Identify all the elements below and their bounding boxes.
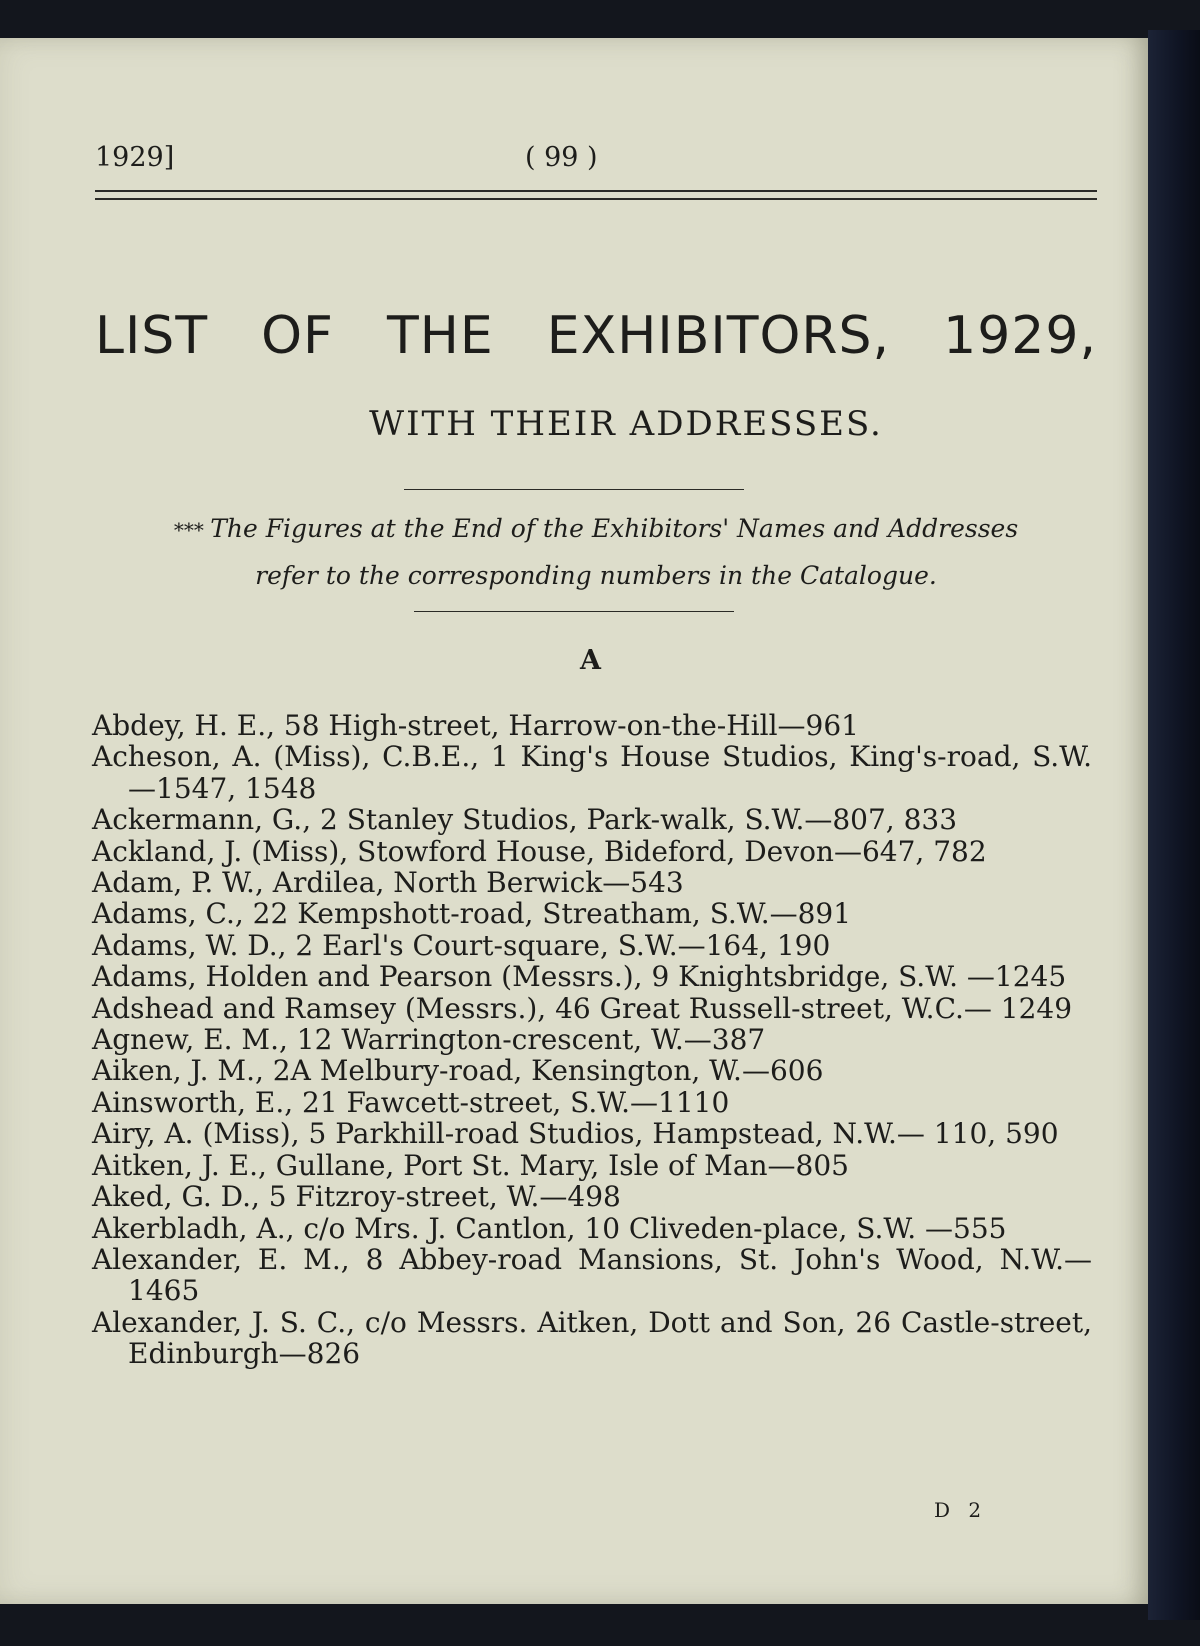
exhibitor-entry: Acheson, A. (Miss), C.B.E., 1 King's House Studios, King's-road, S.W.—1547, 1548 xyxy=(92,740,1092,805)
section-letter: A xyxy=(580,645,601,676)
exhibitor-entry: Ackland, J. (Miss), Stowford House, Bideford, Devon—647, 782 xyxy=(92,834,987,868)
exhibitor-entry: Adams, W. D., 2 Earl's Court-square, S.W.—164, 190 xyxy=(92,928,831,962)
note-text-1: The Figures at the End of the Exhibitors' Names and Addresses xyxy=(210,514,1019,543)
exhibitor-entry: Aked, G. D., 5 Fitzroy-street, W.—498 xyxy=(92,1180,621,1214)
page-number: ( 99 ) xyxy=(525,142,598,173)
exhibitor-entry: Ackermann, G., 2 Stanley Studios, Park-walk, S.W.—807, 833 xyxy=(92,803,958,837)
header-double-rule xyxy=(95,190,1097,200)
signature-mark: D 2 xyxy=(934,1498,988,1522)
exhibitor-entry: Agnew, E. M., 12 Warrington-crescent, W.—387 xyxy=(92,1023,766,1057)
exhibitor-entry: Akerbladh, A., c/o Mrs. J. Cantlon, 10 Cliveden-place, S.W. —555 xyxy=(92,1211,1007,1245)
asterism-icon: *** xyxy=(173,518,211,542)
divider-rule-top xyxy=(404,489,744,490)
note-line-1 xyxy=(95,506,1097,553)
exhibitor-entry: Alexander, E. M., 8 Abbey-road Mansions, St. John's Wood, N.W.—1465 xyxy=(92,1242,1092,1308)
exhibitor-entry: Adams, Holden and Pearson (Messrs.), 9 Knightsbridge, S.W. —1245 xyxy=(92,960,1067,994)
page-subtitle: WITH THEIR ADDRESSES. xyxy=(369,404,883,444)
exhibitor-entry: Airy, A. (Miss), 5 Parkhill-road Studios, Hampstead, N.W.— 110, 590 xyxy=(92,1117,1059,1151)
exhibitor-entry: Adams, C., 22 Kempshott-road, Streatham, S.W.—891 xyxy=(92,897,852,931)
exhibitor-entry: Aitken, J. E., Gullane, Port St. Mary, Isle of Man—805 xyxy=(92,1148,849,1182)
exhibitor-entry: Adshead and Ramsey (Messrs.), 46 Great Russell-street, W.C.— 1249 xyxy=(92,991,1073,1025)
divider-rule-bottom xyxy=(414,611,734,612)
book-cover-edge xyxy=(1148,30,1200,1620)
note-line-2: refer to the corresponding numbers in the Catalogue. xyxy=(255,561,937,590)
exhibitor-entry: Alexander, J. S. C., c/o Messrs. Aitken, Dott and Son, 26 Castle-street, Edinburgh—826 xyxy=(92,1305,1092,1371)
catalogue-note xyxy=(95,506,1097,598)
running-header xyxy=(95,142,1095,178)
exhibitor-list xyxy=(92,710,1092,1370)
page-title: LIST OF THE EXHIBITORS, 1929, xyxy=(95,306,1097,366)
header-year: 1929] xyxy=(95,142,175,173)
exhibitor-entry: Ainsworth, E., 21 Fawcett-street, S.W.—1110 xyxy=(92,1085,730,1119)
exhibitor-entry: Abdey, H. E., 58 High-street, Harrow-on-the-Hill—961 xyxy=(92,709,859,742)
exhibitor-entry: Aiken, J. M., 2A Melbury-road, Kensington, W.—606 xyxy=(92,1054,824,1088)
book-page xyxy=(0,38,1148,1604)
exhibitor-entry: Adam, P. W., Ardilea, North Berwick—543 xyxy=(92,866,684,900)
